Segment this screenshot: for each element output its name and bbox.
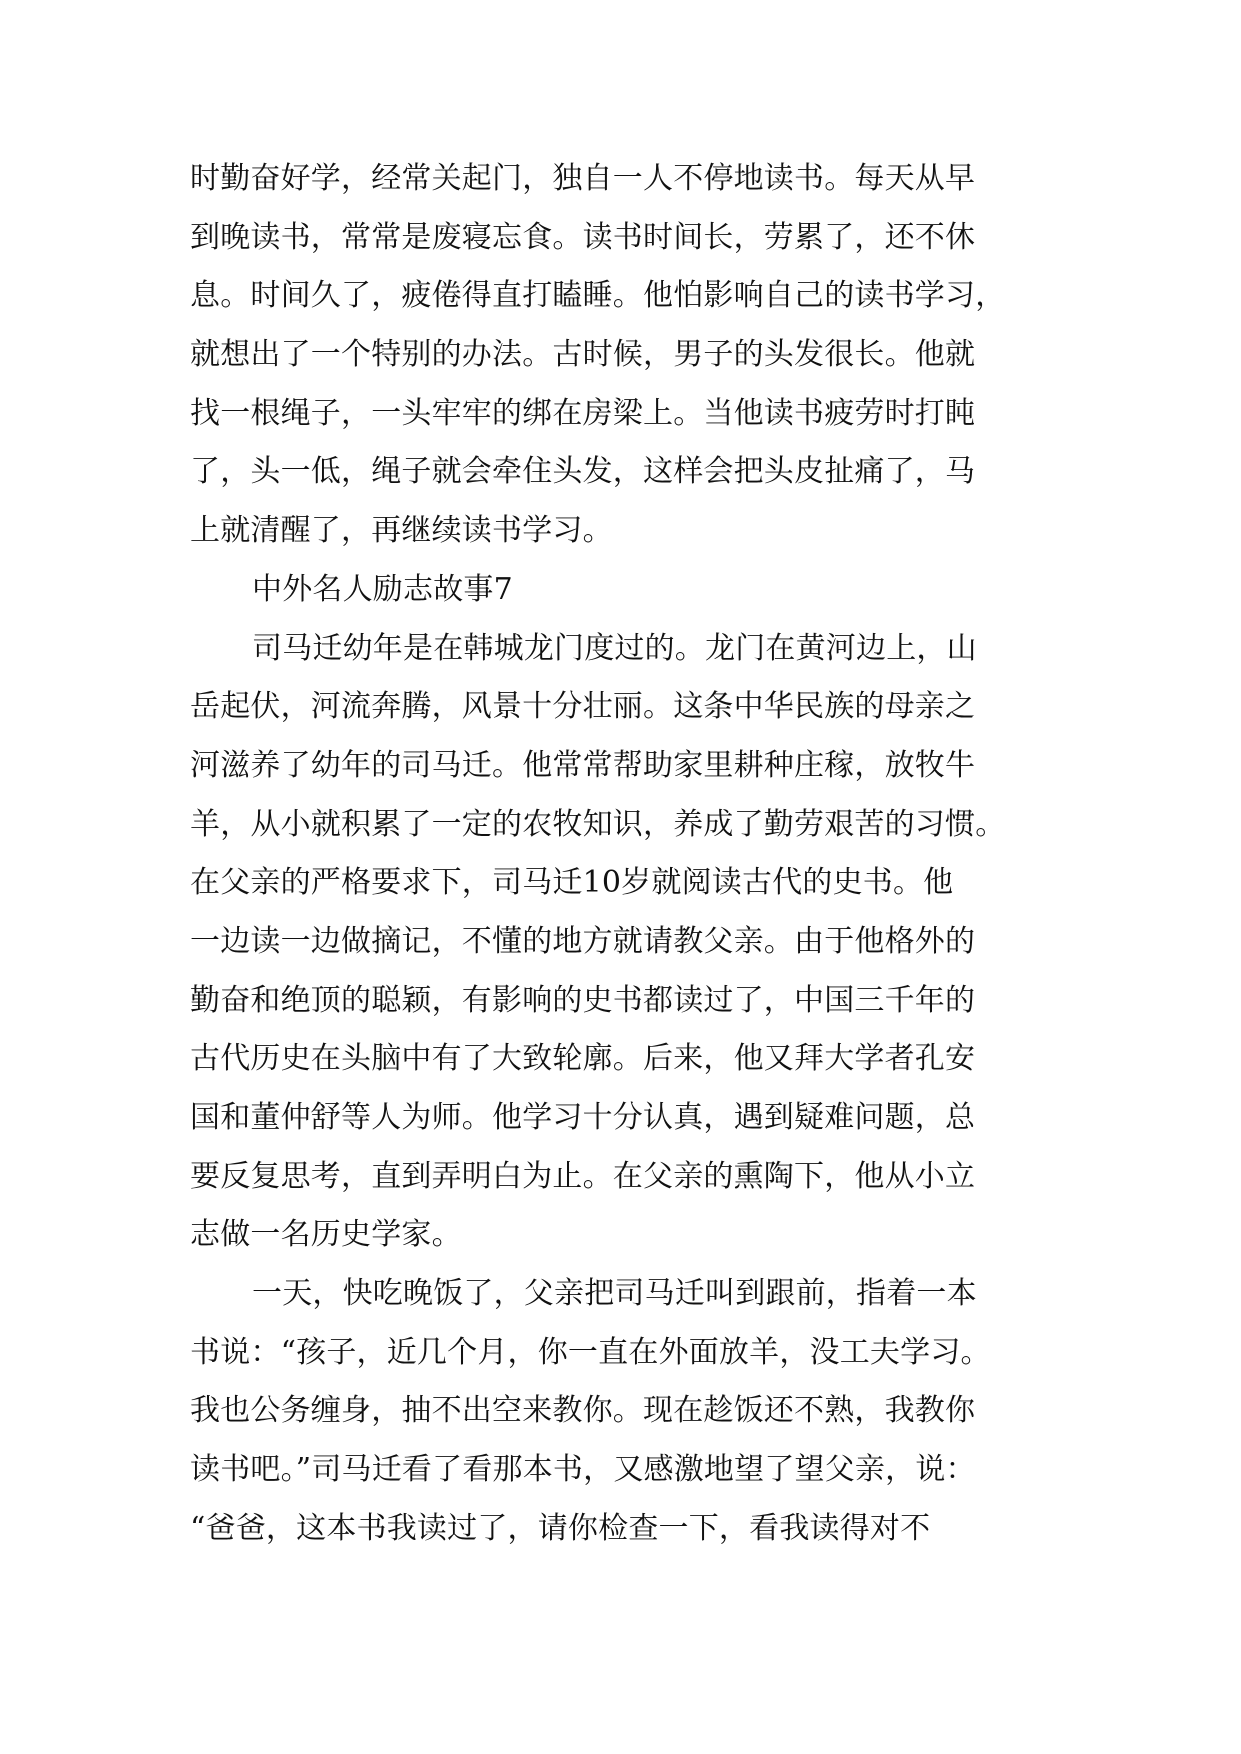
text-line: 书说：“孩子，近几个月，你一直在外面放羊，没工夫学习。 xyxy=(190,1334,991,1370)
section-heading: 中外名人励志故事7 xyxy=(252,571,513,607)
text-line: 古代历史在头脑中有了大致轮廓。后来，他又拜大学者孔安 xyxy=(190,1041,976,1077)
text-line: “爸爸，这本书我读过了，请你检查一下，看我读得对不 xyxy=(190,1510,931,1546)
text-line: 河滋养了幼年的司马迁。他常常帮助家里耕种庄稼，放牧牛 xyxy=(190,747,976,783)
text-line: 息。时间久了，疲倦得直打瞌睡。他怕影响自己的读书学习， xyxy=(190,278,1006,314)
text-line: 读书吧。”司马迁看了看那本书，又感激地望了望父亲，说： xyxy=(190,1452,976,1488)
text-line: 国和董仲舒等人为师。他学习十分认真，遇到疑难问题，总 xyxy=(190,1100,976,1135)
body-text xyxy=(190,150,1070,1559)
text-line: 岳起伏，河流奔腾，风景十分壮丽。这条中华民族的母亲之 xyxy=(190,689,976,725)
text-line: 一边读一边做摘记，不懂的地方就请教父亲。由于他格外的 xyxy=(190,923,976,959)
text-line: 找一根绳子，一头牢牢的绑在房梁上。当他读书疲劳时打盹 xyxy=(190,395,976,431)
text-line: 勤奋和绝顶的聪颖，有影响的史书都读过了，中国三千年的 xyxy=(190,982,976,1018)
text-line: 上就清醒了，再继续读书学习。 xyxy=(190,513,613,549)
text-line: 了，头一低，绳子就会牵住头发，这样会把头皮扯痛了，马 xyxy=(190,454,976,490)
text-line: 要反复思考，直到弄明白为止。在父亲的熏陶下，他从小立 xyxy=(190,1158,976,1194)
text-line: 就想出了一个特别的办法。古时候，男子的头发很长。他就 xyxy=(190,337,976,373)
text-line: 羊，从小就积累了一定的农牧知识，养成了勤劳艰苦的习惯。 xyxy=(190,806,1006,842)
text-line: 一天，快吃晚饭了，父亲把司马迁叫到跟前，指着一本 xyxy=(252,1276,977,1312)
text-line: 志做一名历史学家。 xyxy=(190,1217,462,1253)
text-line: 我也公务缠身，抽不出空来教你。现在趁饭还不熟，我教你 xyxy=(190,1393,976,1429)
text-line: 时勤奋好学，经常关起门，独自一人不停地读书。每天从早 xyxy=(190,161,976,196)
text-line: 到晚读书，常常是废寝忘食。读书时间长，劳累了，还不休 xyxy=(190,219,976,255)
text-line: 司马迁幼年是在韩城龙门度过的。龙门在黄河边上，山 xyxy=(252,630,977,666)
text-line: 在父亲的严格要求下，司马迁10岁就阅读古代的史书。他 xyxy=(190,865,954,901)
